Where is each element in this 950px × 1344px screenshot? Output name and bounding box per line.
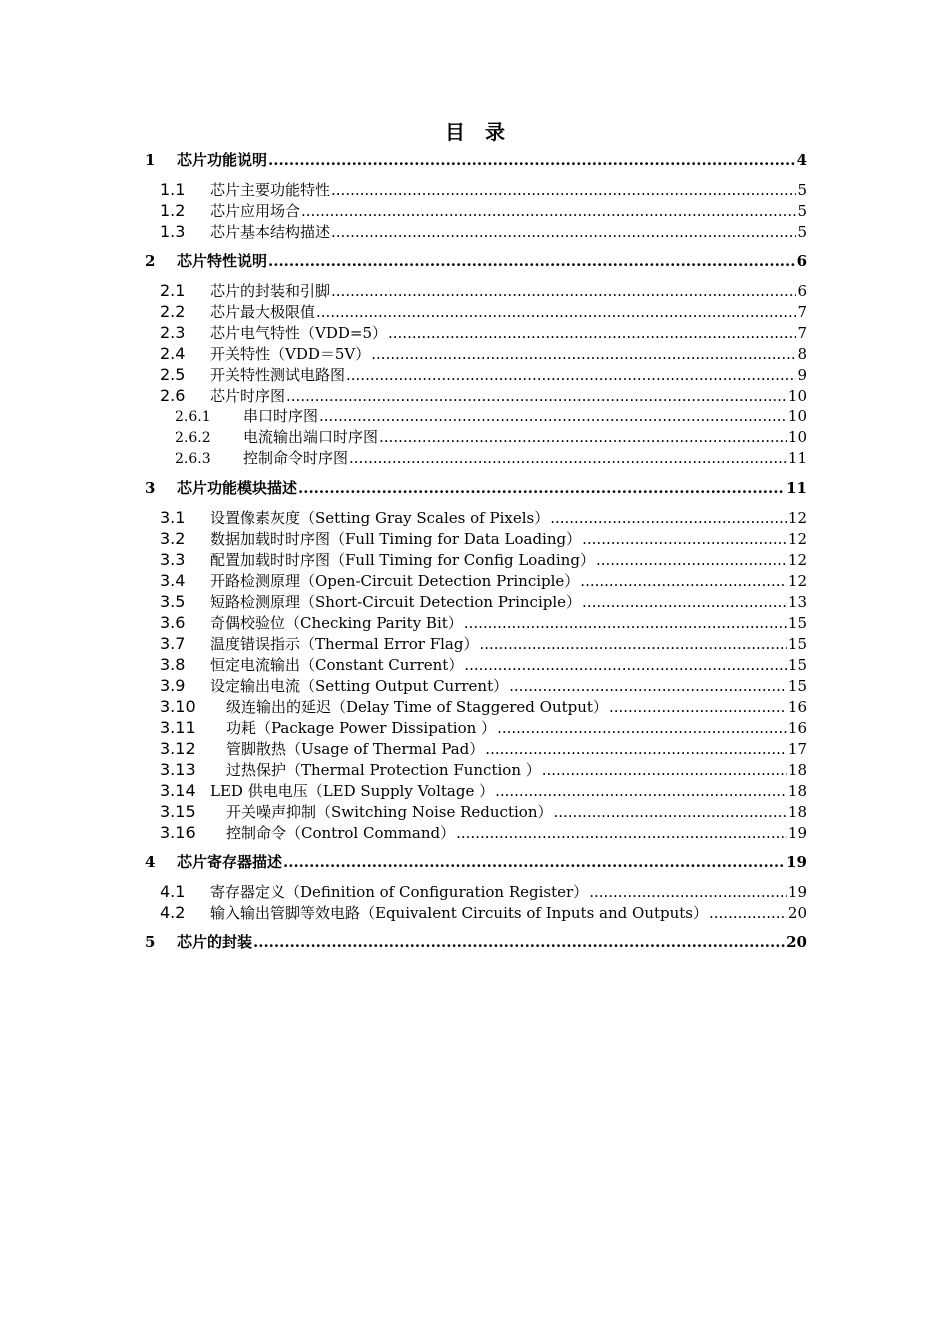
toc-entry-number: 2.2 <box>160 302 186 321</box>
toc-entry-page-number: 13 <box>787 593 807 611</box>
dot-leader <box>283 851 785 873</box>
toc-entry-title: 芯片寄存器描述 <box>177 853 283 871</box>
dot-leader <box>316 302 796 323</box>
toc-entry-title: 功耗（Package Power Dissipation ） <box>226 719 497 737</box>
toc-entry-3-16[interactable] <box>145 822 807 843</box>
dot-leader <box>379 427 787 448</box>
toc-entry-number: 3.1 <box>160 508 186 527</box>
toc-entry-page-number: 7 <box>797 303 807 321</box>
toc-entry-title: 恒定电流输出（Constant Current） <box>210 656 464 674</box>
toc-entry-number: 3.5 <box>160 592 186 611</box>
toc-entry-title: 输入输出管脚等效电路（Equivalent Circuits of Inputs and Outputs） <box>210 904 708 922</box>
toc-entry-page-number: 10 <box>787 428 807 446</box>
toc-entry-page-number: 19 <box>787 883 807 901</box>
dot-leader <box>268 149 796 171</box>
dot-leader <box>286 386 787 407</box>
toc-entry-title: 芯片功能模块描述 <box>177 479 298 497</box>
toc-entry-page-number: 5 <box>797 202 807 220</box>
toc-title: 目 录 <box>445 120 505 144</box>
toc-entry-page-number: 18 <box>787 761 807 779</box>
toc-entry-page-number: 16 <box>787 719 807 737</box>
dot-leader <box>589 882 787 903</box>
toc-entry-title: 芯片的封装和引脚 <box>210 282 331 300</box>
dot-leader <box>553 802 786 823</box>
dot-leader <box>331 281 796 302</box>
toc-entry-number: 3.12 <box>160 739 196 758</box>
toc-entry-2-6-1[interactable] <box>145 406 807 427</box>
toc-entry-page-number: 6 <box>796 252 807 270</box>
toc-entry-page-number: 7 <box>797 324 807 342</box>
dot-leader <box>580 571 787 592</box>
toc-entry-2-6-3[interactable] <box>145 448 807 469</box>
toc-entry-3-3[interactable] <box>145 549 807 570</box>
toc-entry-number: 2.6.3 <box>175 451 211 467</box>
toc-entry-number: 4.1 <box>160 882 186 901</box>
toc-entry-title: 温度错误指示（Thermal Error Flag） <box>210 635 479 653</box>
dot-leader <box>298 477 785 499</box>
toc-entry-page-number: 15 <box>787 677 807 695</box>
toc-entry-2-6-2[interactable] <box>145 427 807 448</box>
toc-entry-2-3[interactable] <box>145 322 807 343</box>
toc-entry-page-number: 11 <box>787 449 807 467</box>
dot-leader <box>497 718 787 739</box>
toc-entry-title: 芯片最大极限值 <box>210 303 316 321</box>
toc-entry-title: 芯片电气特性（VDD=5） <box>210 324 387 342</box>
toc-entry-number: 3.8 <box>160 655 186 674</box>
toc-entry-1-2[interactable] <box>145 200 807 221</box>
toc-entry-title: 开路检测原理（Open-Circuit Detection Principle） <box>210 572 580 590</box>
toc-entry-page-number: 18 <box>787 803 807 821</box>
toc-entry-page-number: 12 <box>787 530 807 548</box>
toc-entry-page-number: 10 <box>787 387 807 405</box>
toc-entry-number: 3.3 <box>160 550 186 569</box>
toc-entry-number: 2.5 <box>160 365 186 384</box>
dot-leader <box>582 529 787 550</box>
toc-entry-page-number: 15 <box>787 614 807 632</box>
dot-leader <box>485 739 787 760</box>
toc-entry-title: 短路检测原理（Short-Circuit Detection Principle） <box>210 593 582 611</box>
toc-entry-page-number: 19 <box>787 824 807 842</box>
toc-entry-2-6[interactable] <box>145 385 807 406</box>
toc-entry-title: 芯片应用场合 <box>210 202 301 220</box>
toc-entry-page-number: 15 <box>787 635 807 653</box>
dot-leader <box>464 655 787 676</box>
dot-leader <box>456 823 787 844</box>
toc-entry-3-4[interactable] <box>145 570 807 591</box>
toc-entry-3-14[interactable] <box>145 780 807 801</box>
toc-entry-title: 芯片主要功能特性 <box>210 181 331 199</box>
toc-entry-3[interactable] <box>145 477 807 499</box>
toc-entry-page-number: 5 <box>797 181 807 199</box>
dot-leader <box>479 634 786 655</box>
toc-entry-title: LED 供电电压（LED Supply Voltage ） <box>210 782 495 800</box>
toc-entry-3-10[interactable] <box>145 696 807 717</box>
toc-entry-number: 3.11 <box>160 718 196 737</box>
toc-entry-title: 过热保护（Thermal Protection Function ） <box>226 761 541 779</box>
toc-entry-3-15[interactable] <box>145 801 807 822</box>
toc-entry-title: 配置加载时时序图（Full Timing for Config Loading） <box>210 551 595 569</box>
dot-leader <box>268 250 796 272</box>
toc-entry-3-7[interactable] <box>145 633 807 654</box>
toc-entry-number: 2 <box>145 252 156 270</box>
dot-leader <box>301 201 796 222</box>
toc-entry-number: 3 <box>145 479 156 497</box>
toc-entry-page-number: 5 <box>797 223 807 241</box>
toc-entry-number: 3.2 <box>160 529 186 548</box>
toc-entry-number: 3.6 <box>160 613 186 632</box>
toc-entry-4-2[interactable] <box>145 902 807 923</box>
dot-leader <box>331 222 796 243</box>
dot-leader <box>495 781 787 802</box>
toc-entry-page-number: 4 <box>796 151 807 169</box>
toc-entry-number: 1 <box>145 151 156 169</box>
toc-entry-2-2[interactable] <box>145 301 807 322</box>
toc-entry-title: 控制命令（Control Command） <box>226 824 456 842</box>
dot-leader <box>609 697 787 718</box>
toc-entry-title: 芯片的封装 <box>177 933 253 951</box>
toc-entry-page-number: 15 <box>787 656 807 674</box>
toc-entry-page-number: 11 <box>786 479 807 497</box>
toc-entry-title: 奇偶校验位（Checking Parity Bit） <box>210 614 463 632</box>
toc-entry-number: 3.4 <box>160 571 186 590</box>
toc-entry-number: 3.9 <box>160 676 186 695</box>
toc-entry-3-9[interactable] <box>145 675 807 696</box>
toc-entry-5[interactable] <box>145 931 807 953</box>
toc-entry-4[interactable] <box>145 851 807 873</box>
toc-entry-page-number: 17 <box>787 740 807 758</box>
toc-entry-page-number: 12 <box>787 509 807 527</box>
toc-entry-number: 3.15 <box>160 802 196 821</box>
toc-entry-number: 5 <box>145 933 156 951</box>
toc-entry-page-number: 12 <box>787 572 807 590</box>
toc-entry-3-1[interactable] <box>145 507 807 528</box>
toc-entry-2-1[interactable] <box>145 280 807 301</box>
toc-entry-title: 串口时序图 <box>243 407 319 425</box>
toc-entry-number: 2.4 <box>160 344 186 363</box>
toc-entry-title: 芯片功能说明 <box>177 151 268 169</box>
toc-entry-2-4[interactable] <box>145 343 807 364</box>
toc-entry-3-11[interactable] <box>145 717 807 738</box>
dot-leader <box>371 344 796 365</box>
toc-entry-page-number: 12 <box>787 551 807 569</box>
toc-entry-page-number: 20 <box>787 904 807 922</box>
dot-leader <box>509 676 787 697</box>
toc-entry-1-3[interactable] <box>145 221 807 242</box>
toc-entry-3-8[interactable] <box>145 654 807 675</box>
toc-entry-number: 2.6 <box>160 386 186 405</box>
toc-entry-number: 1.2 <box>160 201 186 220</box>
toc-entry-title: 管脚散热（Usage of Thermal Pad） <box>226 740 485 758</box>
dot-leader <box>464 613 787 634</box>
toc-entry-page-number: 8 <box>797 345 807 363</box>
toc-entry-title: 控制命令时序图 <box>243 449 349 467</box>
toc-entry-title: 数据加载时时序图（Full Timing for Data Loading） <box>210 530 582 548</box>
toc-entry-number: 2.6.1 <box>175 409 211 425</box>
toc-entry-page-number: 20 <box>786 933 807 951</box>
toc-entry-number: 3.14 <box>160 781 196 800</box>
toc-entry-number: 4 <box>145 853 156 871</box>
toc-entry-page-number: 6 <box>797 282 807 300</box>
dot-leader <box>388 323 796 344</box>
dot-leader <box>253 931 785 953</box>
toc-entry-number: 3.7 <box>160 634 186 653</box>
toc-entry-number: 4.2 <box>160 903 186 922</box>
toc-entry-1-1[interactable] <box>145 179 807 200</box>
toc-entry-number: 1.1 <box>160 180 186 199</box>
toc-entry-number: 3.16 <box>160 823 196 842</box>
toc-entry-3-13[interactable] <box>145 759 807 780</box>
toc-entry-page-number: 16 <box>787 698 807 716</box>
toc-entry-title: 开关特性测试电路图 <box>210 366 346 384</box>
toc-entry-title: 设定输出电流（Setting Output Current） <box>210 677 509 695</box>
toc-entry-2[interactable] <box>145 250 807 272</box>
toc-entry-title: 芯片特性说明 <box>177 252 268 270</box>
dot-leader <box>349 448 787 469</box>
toc-entry-1[interactable] <box>145 149 807 171</box>
toc-entry-page-number: 19 <box>786 853 807 871</box>
toc-entry-number: 2.6.2 <box>175 430 211 446</box>
toc-entry-title: 芯片时序图 <box>210 387 286 405</box>
toc-entry-4-1[interactable] <box>145 881 807 902</box>
toc-entry-number: 3.10 <box>160 697 196 716</box>
dot-leader <box>709 903 787 924</box>
toc-entry-title: 设置像素灰度（Setting Gray Scales of Pixels） <box>210 509 550 527</box>
toc-entry-3-12[interactable] <box>145 738 807 759</box>
toc-entry-3-6[interactable] <box>145 612 807 633</box>
toc-entry-title: 开关噪声抑制（Switching Noise Reduction） <box>226 803 553 821</box>
dot-leader <box>346 365 796 386</box>
toc-entry-title: 级连输出的延迟（Delay Time of Staggered Output） <box>226 698 608 716</box>
toc-entry-3-2[interactable] <box>145 528 807 549</box>
toc-entry-number: 1.3 <box>160 222 186 241</box>
dot-leader <box>550 508 787 529</box>
toc-entry-title: 电流输出端口时序图 <box>243 428 379 446</box>
toc-entry-title: 芯片基本结构描述 <box>210 223 331 241</box>
toc-entry-3-5[interactable] <box>145 591 807 612</box>
toc-entry-page-number: 10 <box>787 407 807 425</box>
toc-entry-title: 开关特性（VDD＝5V） <box>210 345 371 363</box>
dot-leader <box>582 592 787 613</box>
toc-entry-page-number: 9 <box>797 366 807 384</box>
dot-leader <box>331 180 796 201</box>
toc-entry-page-number: 18 <box>787 782 807 800</box>
toc-entry-number: 2.3 <box>160 323 186 342</box>
toc-entry-title: 寄存器定义（Definition of Configuration Register） <box>210 883 589 901</box>
table-of-contents <box>145 149 807 953</box>
toc-entry-2-5[interactable] <box>145 364 807 385</box>
dot-leader <box>596 550 787 571</box>
dot-leader <box>319 406 787 427</box>
dot-leader <box>542 760 787 781</box>
toc-entry-number: 3.13 <box>160 760 196 779</box>
toc-entry-number: 2.1 <box>160 281 186 300</box>
